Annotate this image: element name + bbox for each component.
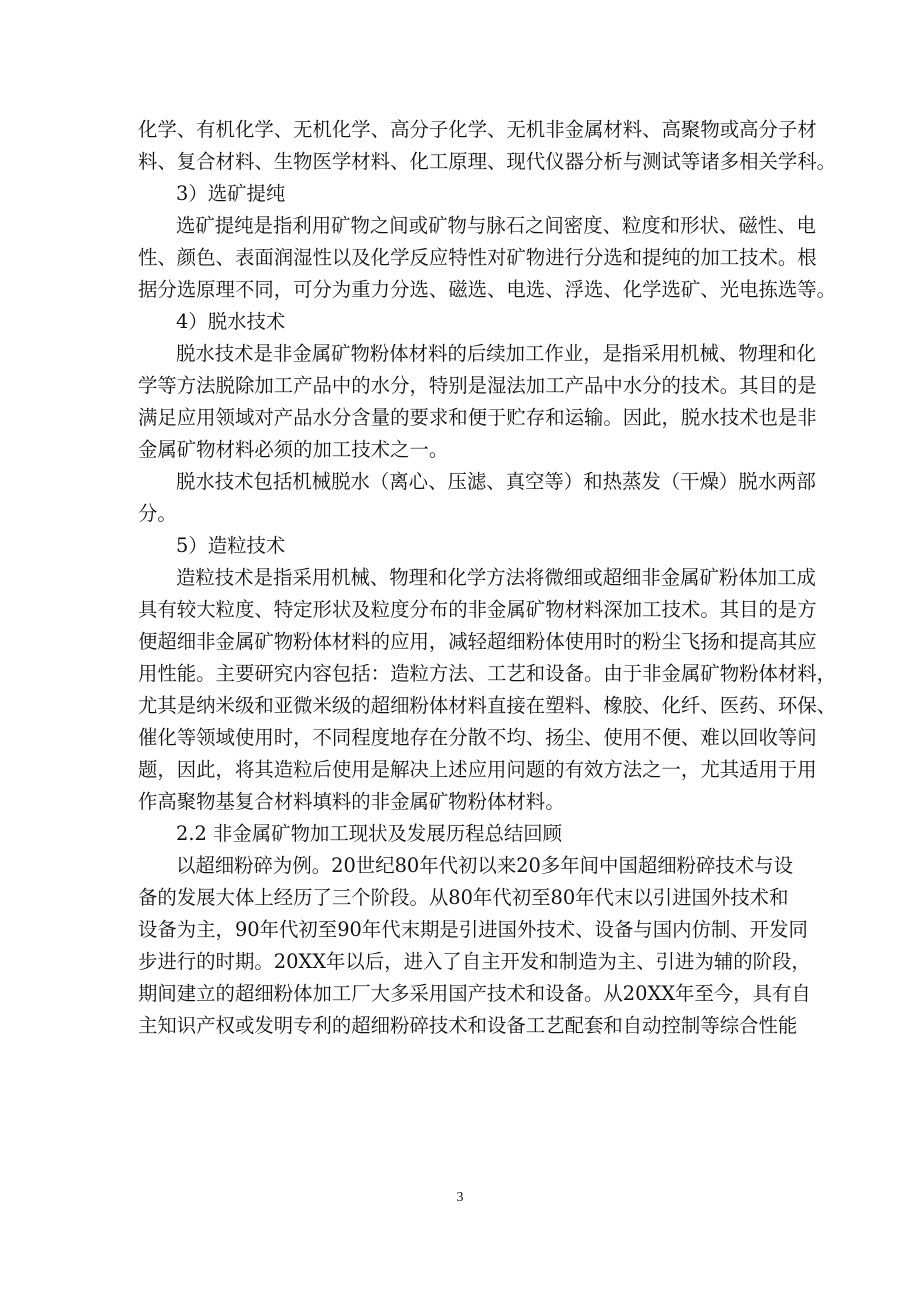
text-line: 料、复合材料、生物医学材料、化工原理、现代仪器分析与测试等诸多相关学科。 [138, 150, 837, 173]
section-heading: 4）脱水技术 [176, 310, 286, 333]
text-line: 分。 [138, 502, 177, 525]
text-line: 学等方法脱除加工产品中的水分，特别是湿法加工产品中水分的技术。其目的是 [138, 374, 817, 397]
text-line: 设备为主，90年代初至90年代末期是引进国外技术、设备与国内仿制、开发同 [138, 918, 808, 941]
text-line: 据分选原理不同，可分为重力分选、磁选、电选、浮选、化学选矿、光电拣选等。 [138, 278, 837, 301]
text-line: 性、颜色、表面润湿性以及化学反应特性对矿物进行分选和提纯的加工技术。根 [138, 246, 817, 269]
text-line: 脱水技术是非金属矿物粉体材料的后续加工作业，是指采用机械、物理和化 [176, 342, 816, 365]
text-line: 催化等领域使用时，不同程度地存在分散不均、扬尘、使用不便、难以回收等问 [138, 726, 817, 749]
text-line: 题，因此，将其造粒后使用是解决上述应用问题的有效方法之一，尤其适用于用 [138, 758, 817, 781]
text-line: 满足应用领域对产品水分含量的要求和便于贮存和运输。因此，脱水技术也是非 [138, 406, 817, 429]
text-line: 脱水技术包括机械脱水（离心、压滤、真空等）和热蒸发（干燥）脱水两部 [176, 470, 816, 493]
section-heading: 2.2 非金属矿物加工现状及发展历程总结回顾 [176, 822, 563, 845]
text-line: 以超细粉碎为例。20世纪80年代初以来20多年间中国超细粉碎技术与设 [176, 854, 793, 877]
text-line: 用性能。主要研究内容包括：造粒方法、工艺和设备。由于非金属矿物粉体材料， [138, 662, 837, 685]
text-line: 期间建立的超细粉体加工厂大多采用国产技术和设备。从20XX年至今，具有自 [138, 982, 811, 1005]
text-line: 作高聚物基复合材料填料的非金属矿物粉体材料。 [138, 790, 565, 813]
text-line: 备的发展大体上经历了三个阶段。从80年代初至80年代末以引进国外技术和 [138, 886, 789, 909]
page-number: 3 [456, 1190, 464, 1205]
text-line: 尤其是纳米级和亚微米级的超细粉体材料直接在塑料、橡胶、化纤、医药、环保、 [138, 694, 837, 717]
text-line: 具有较大粒度、特定形状及粒度分布的非金属矿物材料深加工技术。其目的是方 [138, 598, 817, 621]
text-line: 金属矿物材料必须的加工技术之一。 [138, 438, 449, 461]
text-line: 化学、有机化学、无机化学、高分子化学、无机非金属材料、高聚物或高分子材 [138, 118, 817, 141]
body-text [138, 114, 837, 1042]
text-line: 步进行的时期。20XX年以后，进入了自主开发和制造为主、引进为辅的阶段， [138, 950, 811, 973]
section-heading: 5）造粒技术 [176, 534, 286, 557]
text-line: 选矿提纯是指利用矿物之间或矿物与脉石之间密度、粒度和形状、磁性、电 [176, 214, 816, 237]
section-heading: 3）选矿提纯 [176, 182, 286, 205]
text-line: 造粒技术是指采用机械、物理和化学方法将微细或超细非金属矿粉体加工成 [176, 566, 816, 589]
text-line: 便超细非金属矿物粉体材料的应用，减轻超细粉体使用时的粉尘飞扬和提高其应 [138, 630, 817, 653]
text-line: 主知识产权或发明专利的超细粉碎技术和设备工艺配套和自动控制等综合性能 [138, 1014, 798, 1037]
